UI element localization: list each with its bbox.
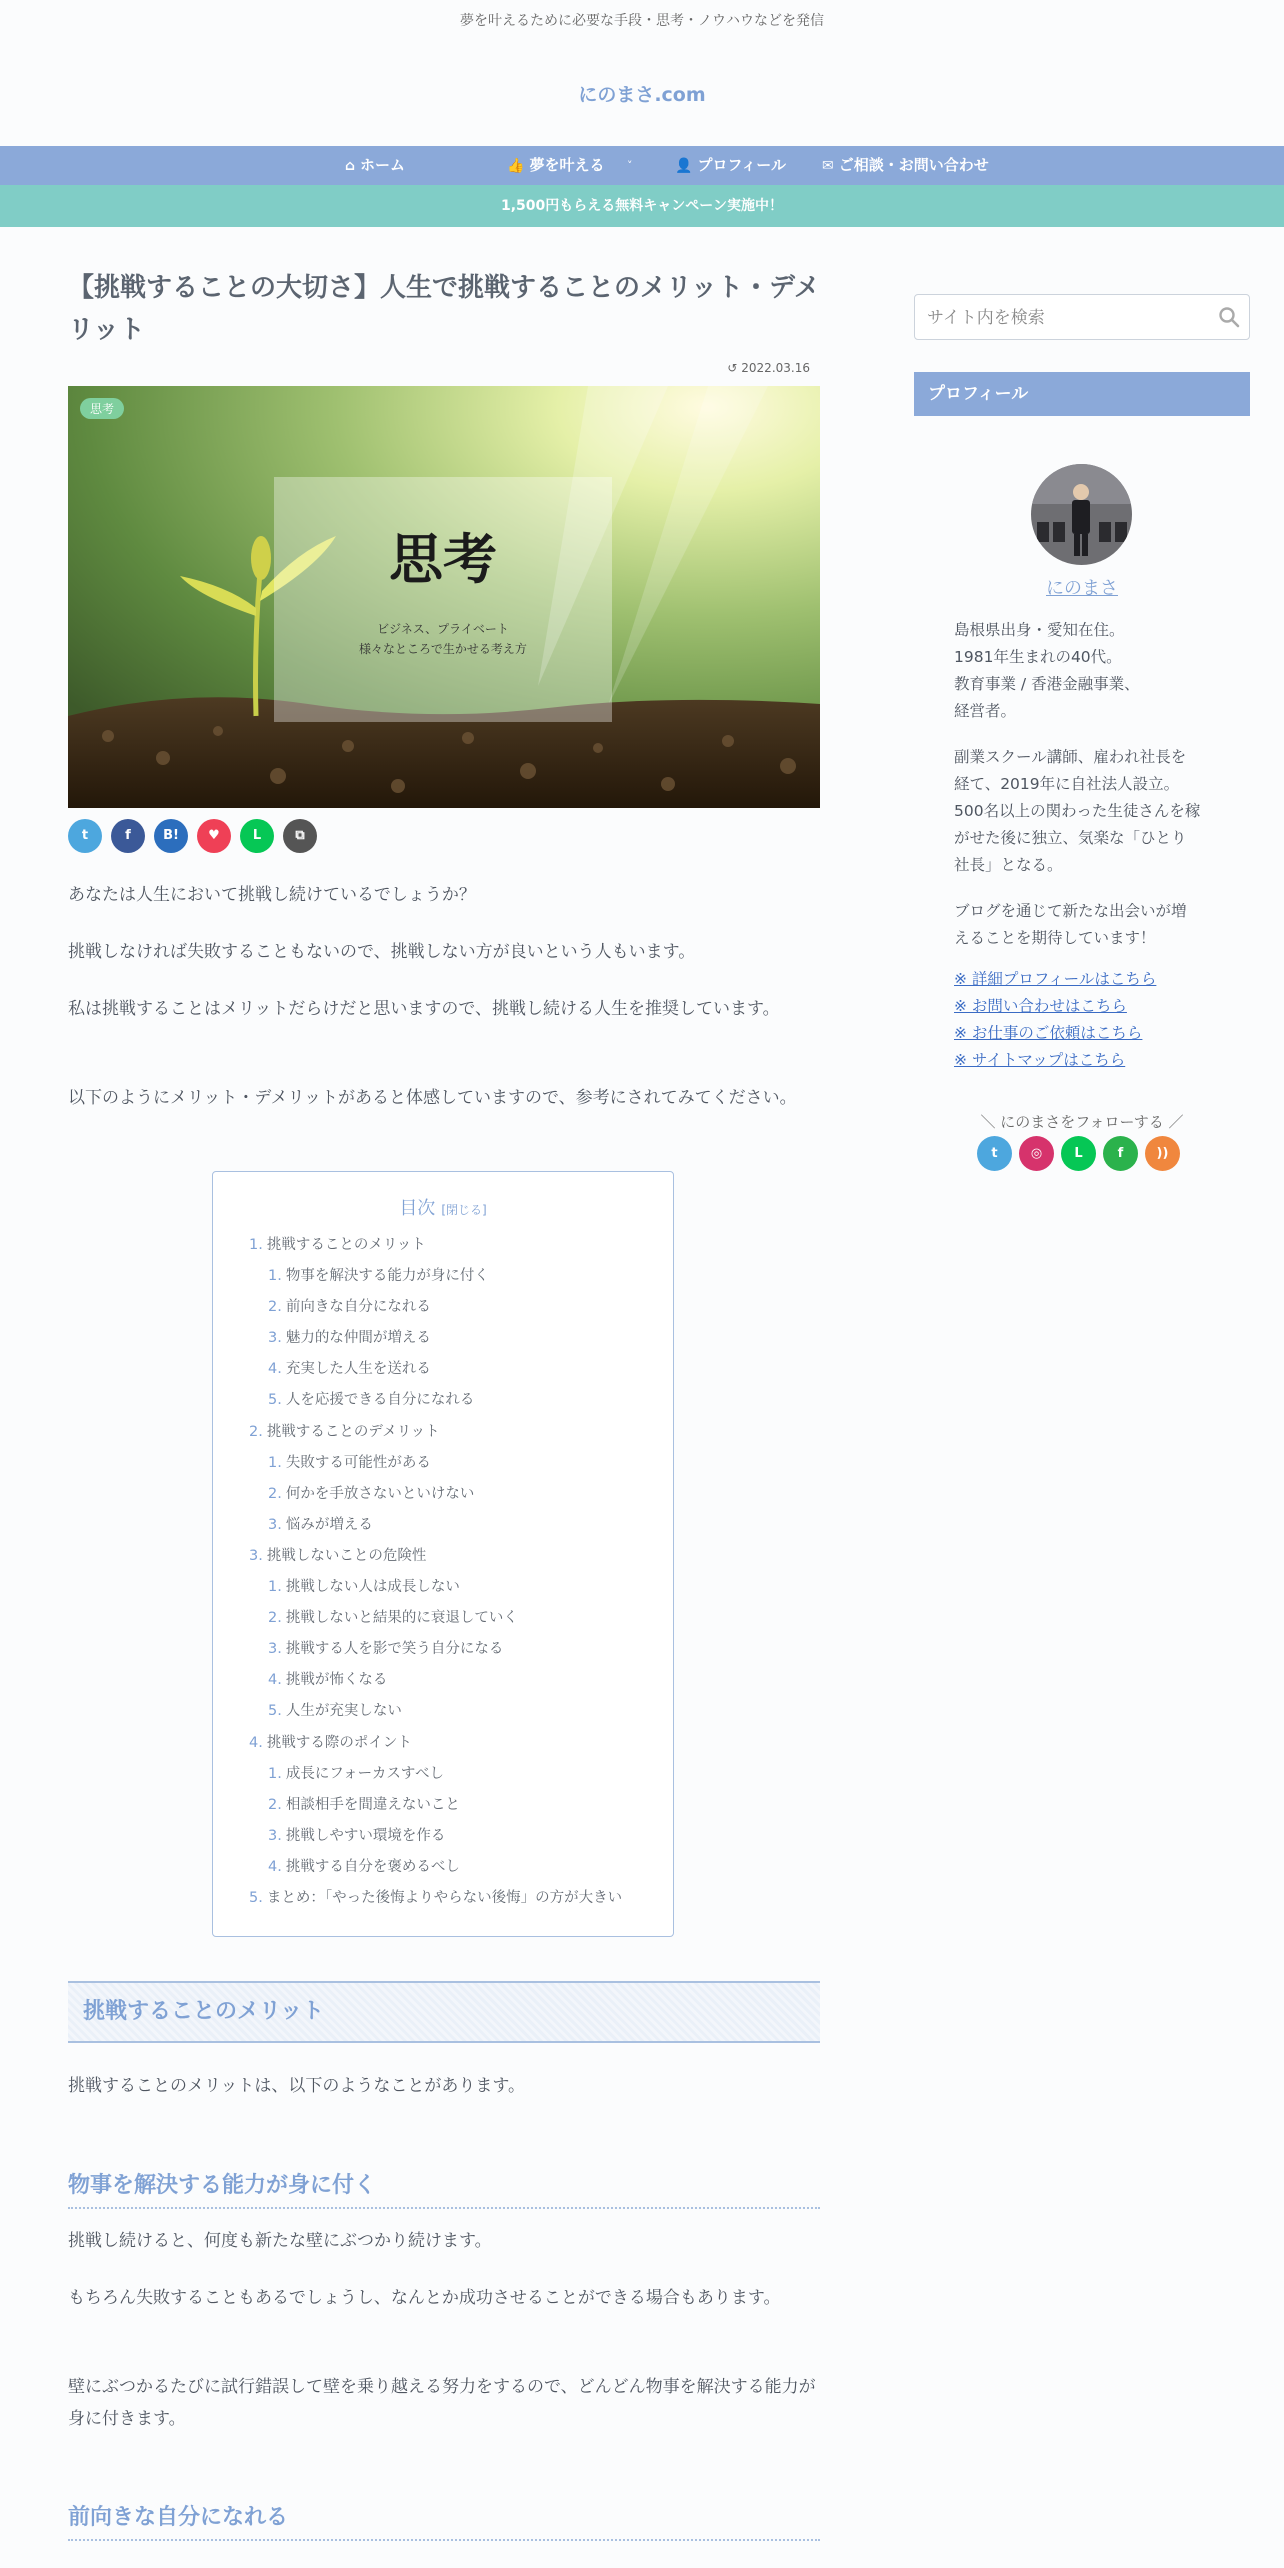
nav-item-label: 夢を叶える (529, 156, 605, 174)
facebook-share-button[interactable]: f (111, 819, 145, 853)
toc-item-label: 挑戦しないことの危険性 (266, 1547, 427, 1564)
toc-item[interactable] (249, 1821, 622, 1852)
toc-item-number: 4. (249, 1734, 263, 1751)
nav-item-profile[interactable] (675, 146, 786, 185)
body-paragraph: 壁にぶつかるたびに試行錯誤して壁を乗り越える努力をするので、どんどん物事を解決する能力が身に付きます。 (68, 2377, 816, 2429)
bio-line: 経営者。 (954, 702, 1017, 720)
bio-line: 1981年生まれの40代。 (954, 648, 1122, 666)
profile-name-link[interactable]: にのまさ (1046, 578, 1118, 599)
rss-follow-icon[interactable]: )) (1145, 1136, 1180, 1171)
toc-item-label: 挑戦しない人は成長しない (285, 1579, 460, 1596)
section-heading: 挑戦することのメリット (68, 1981, 820, 2043)
toc-item-label: 失敗する可能性がある (285, 1454, 431, 1471)
envelope-icon: ✉ (822, 158, 834, 174)
home-icon: ⌂ (345, 158, 356, 174)
toc-item-label: 挑戦することのメリット (266, 1237, 426, 1253)
profile-bio-3 (954, 898, 1234, 952)
toc-item-number: 1. (249, 1237, 263, 1253)
share-buttons (68, 819, 326, 853)
toc-item[interactable] (249, 1665, 622, 1696)
eyecatch-main-text: 思考 (389, 527, 497, 591)
toc-item[interactable] (249, 1261, 622, 1292)
eyecatch-illustration (68, 386, 820, 808)
table-of-contents (212, 1171, 674, 1937)
section-lead: 挑戦することのメリットは、以下のようなことがあります。 (68, 2076, 525, 2096)
toc-item-label: 挑戦しやすい環境を作る (285, 1827, 446, 1844)
bio-line: 経て、2019年に自社法人設立。 (954, 775, 1180, 793)
toc-item-number: 5. (249, 1889, 263, 1906)
profile-widget-heading: プロフィール (914, 372, 1250, 416)
toc-item[interactable] (249, 1603, 622, 1634)
nav-item-label: ホーム (360, 156, 406, 174)
global-nav (0, 146, 1284, 185)
toc-item-label: 挑戦する自分を褒めるべし (285, 1858, 460, 1875)
chevron-down-icon[interactable]: ˅ (627, 159, 633, 172)
clock-history-icon: ↺ (727, 361, 738, 375)
toc-item-label: 成長にフォーカスすべし (285, 1765, 445, 1782)
eyecatch-sub-text-1: ビジネス、プライベート (377, 622, 509, 636)
toc-item[interactable] (249, 1790, 622, 1821)
site-tagline: 夢を叶えるために必要な手段・思考・ノウハウなどを発信 (460, 13, 824, 29)
toc-item[interactable] (249, 1230, 622, 1261)
toc-item-number: 1. (268, 1268, 282, 1285)
follow-label: ＼ にのまさをフォローする ／ (980, 1113, 1184, 1131)
toc-item-number: 5. (268, 1392, 282, 1409)
toc-item-label: 人を応援できる自分になれる (285, 1392, 475, 1409)
toc-item-label: 挑戦が怖くなる (285, 1672, 388, 1689)
toc-item-number: 1. (268, 1454, 282, 1471)
pocket-share-button[interactable]: ♥ (197, 819, 231, 853)
toc-item-label: 挑戦する際のポイント (266, 1734, 412, 1751)
toc-item-label: 悩みが増える (285, 1516, 373, 1533)
copy-link-button[interactable]: ⧉ (283, 819, 317, 853)
hatena-share-button[interactable]: B! (154, 819, 188, 853)
toc-item-label: 物事を解決する能力が身に付く (285, 1268, 489, 1285)
body-paragraph: 挑戦し続けると、何度も新たな壁にぶつかり続けます。 (68, 2231, 492, 2251)
intro-paragraph: 挑戦しなければ失敗することもないので、挑戦しない方が良いという人もいます。 (68, 942, 696, 962)
line-follow-icon[interactable]: L (1061, 1136, 1096, 1171)
toc-item[interactable] (249, 1510, 622, 1541)
subsection-heading: 前向きな自分になれる (68, 2499, 820, 2541)
toc-toggle[interactable]: [閉じる] (441, 1203, 487, 1217)
toc-item-number: 4. (268, 1672, 282, 1689)
post-date (727, 361, 810, 375)
toc-item-number: 3. (249, 1547, 263, 1564)
line-share-button[interactable]: L (240, 819, 274, 853)
intro-paragraph: 私は挑戦することはメリットだらけだと思いますので、挑戦し続ける人生を推奨しています。 (68, 999, 780, 1019)
toc-item-label: 挑戦しないと結果的に衰退していく (285, 1610, 518, 1627)
search-input[interactable] (915, 295, 1219, 341)
nav-item-contact[interactable] (822, 146, 989, 185)
site-title-link[interactable]: にのまさ.com (578, 84, 706, 106)
bio-line: 教育事業 / 香港金融事業、 (954, 675, 1140, 693)
follow-buttons (977, 1136, 1187, 1172)
toc-item-label: まとめ：「やった後悔よりやらない後悔」の方が大きい (266, 1889, 623, 1906)
toc-item-number: 2. (249, 1423, 263, 1440)
toc-item-label: 相談相手を間違えないこと (285, 1796, 460, 1813)
thumbs-up-icon: 👍 (507, 158, 525, 174)
toc-item-number: 4. (268, 1858, 282, 1875)
toc-item-number: 5. (268, 1703, 282, 1720)
twitter-follow-icon[interactable]: t (977, 1136, 1012, 1171)
contact-link[interactable]: ※ お問い合わせはこちら (954, 997, 1127, 1015)
toc-item[interactable] (249, 1541, 622, 1572)
toc-item[interactable] (249, 1852, 622, 1883)
toc-item-label: 挑戦することのデメリット (266, 1423, 440, 1440)
toc-item-number: 2. (268, 1796, 282, 1813)
eyecatch-sub-text-2: 様々なところで生かせる考え方 (359, 642, 527, 656)
toc-item-number: 2. (268, 1485, 282, 1502)
intro-paragraph: 以下のようにメリット・デメリットがあると体感していますので、参考にされてみてください。 (68, 1088, 797, 1108)
search-icon[interactable] (1217, 305, 1241, 329)
bio-line: 500名以上の関わった生徒さんを稼 (954, 802, 1201, 820)
profile-bio-2 (954, 744, 1234, 879)
toc-item[interactable] (249, 1385, 622, 1416)
nav-item-label: プロフィール (697, 156, 786, 174)
toc-item[interactable] (249, 1759, 622, 1790)
category-badge[interactable]: 思考 (80, 398, 124, 419)
work-request-link[interactable]: ※ お仕事のご依頼はこちら (954, 1024, 1143, 1042)
toc-item[interactable] (249, 1354, 622, 1385)
toc-item-label: 挑戦する人を影で笑う自分になる (285, 1641, 504, 1658)
toc-title (213, 1194, 673, 1220)
body-paragraph: もちろん失敗することもあるでしょうし、なんとか成功させることができる場合もあります。 (68, 2288, 781, 2308)
instagram-follow-icon[interactable]: ◎ (1019, 1136, 1054, 1171)
user-icon: 👤 (675, 158, 693, 174)
toc-item[interactable] (249, 1448, 622, 1479)
toc-item-number: 2. (268, 1299, 282, 1316)
profile-detail-link[interactable]: ※ 詳細プロフィールはこちら (954, 970, 1157, 988)
search-form (914, 294, 1250, 340)
bio-line: 社長」となる。 (954, 856, 1063, 874)
toc-item-number: 1. (268, 1765, 282, 1782)
toc-item[interactable] (249, 1883, 622, 1914)
bio-line: ブログを通じて新たな出会いが増 (954, 902, 1187, 920)
nav-item-label: ご相談・お問い合わせ (838, 156, 989, 174)
twitter-share-button[interactable]: t (68, 819, 102, 853)
bio-line: えることを期待しています！ (954, 929, 1156, 947)
nav-item-home[interactable] (345, 146, 405, 185)
toc-item-number: 2. (268, 1610, 282, 1627)
toc-item[interactable] (249, 1572, 622, 1603)
toc-item-label: 人生が充実しない (285, 1703, 402, 1720)
toc-title-text: 目次 (399, 1198, 436, 1219)
toc-item[interactable] (249, 1417, 622, 1448)
toc-item-label: 前向きな自分になれる (285, 1299, 431, 1316)
toc-list (249, 1230, 622, 1914)
toc-item[interactable] (249, 1292, 622, 1323)
toc-item-label: 魅力的な仲間が増える (285, 1330, 431, 1347)
toc-item-label: 何かを手放さないといけない (285, 1485, 475, 1502)
avatar-image (1031, 464, 1132, 565)
profile-bio-1 (954, 617, 1234, 725)
intro-paragraph: あなたは人生において挑戦し続けているでしょうか？ (68, 885, 476, 905)
toc-item-number: 1. (268, 1579, 282, 1596)
toc-item-number: 3. (268, 1516, 282, 1533)
toc-item[interactable] (249, 1728, 622, 1759)
feedly-follow-icon[interactable]: f (1103, 1136, 1138, 1171)
toc-item-label: 充実した人生を送れる (285, 1361, 431, 1378)
toc-item-number: 3. (268, 1827, 282, 1844)
bio-line: がせた後に独立、気楽な「ひとり (954, 829, 1187, 847)
subsection-heading: 物事を解決する能力が身に付く (68, 2167, 820, 2209)
toc-item[interactable] (249, 1634, 622, 1665)
avatar (1031, 464, 1132, 565)
sitemap-link[interactable]: ※ サイトマップはこちら (954, 1051, 1126, 1069)
toc-item[interactable] (249, 1323, 622, 1354)
eyecatch-image (68, 386, 820, 808)
article-title: 【挑戦することの大切さ】人生で挑戦することのメリット・デメリット (68, 273, 820, 345)
nav-item-dream[interactable] (507, 146, 604, 185)
toc-item[interactable] (249, 1479, 622, 1510)
post-date-text: 2022.03.16 (741, 361, 810, 375)
toc-item[interactable] (249, 1696, 622, 1727)
campaign-banner[interactable]: 1,500円もらえる無料キャンペーン実施中！ (0, 185, 1284, 227)
toc-item-number: 3. (268, 1330, 282, 1347)
toc-item-number: 4. (268, 1361, 282, 1378)
toc-item-number: 3. (268, 1641, 282, 1658)
bio-line: 副業スクール講師、雇われ社長を (954, 748, 1187, 766)
bio-line: 島根県出身・愛知在住。 (954, 621, 1125, 639)
